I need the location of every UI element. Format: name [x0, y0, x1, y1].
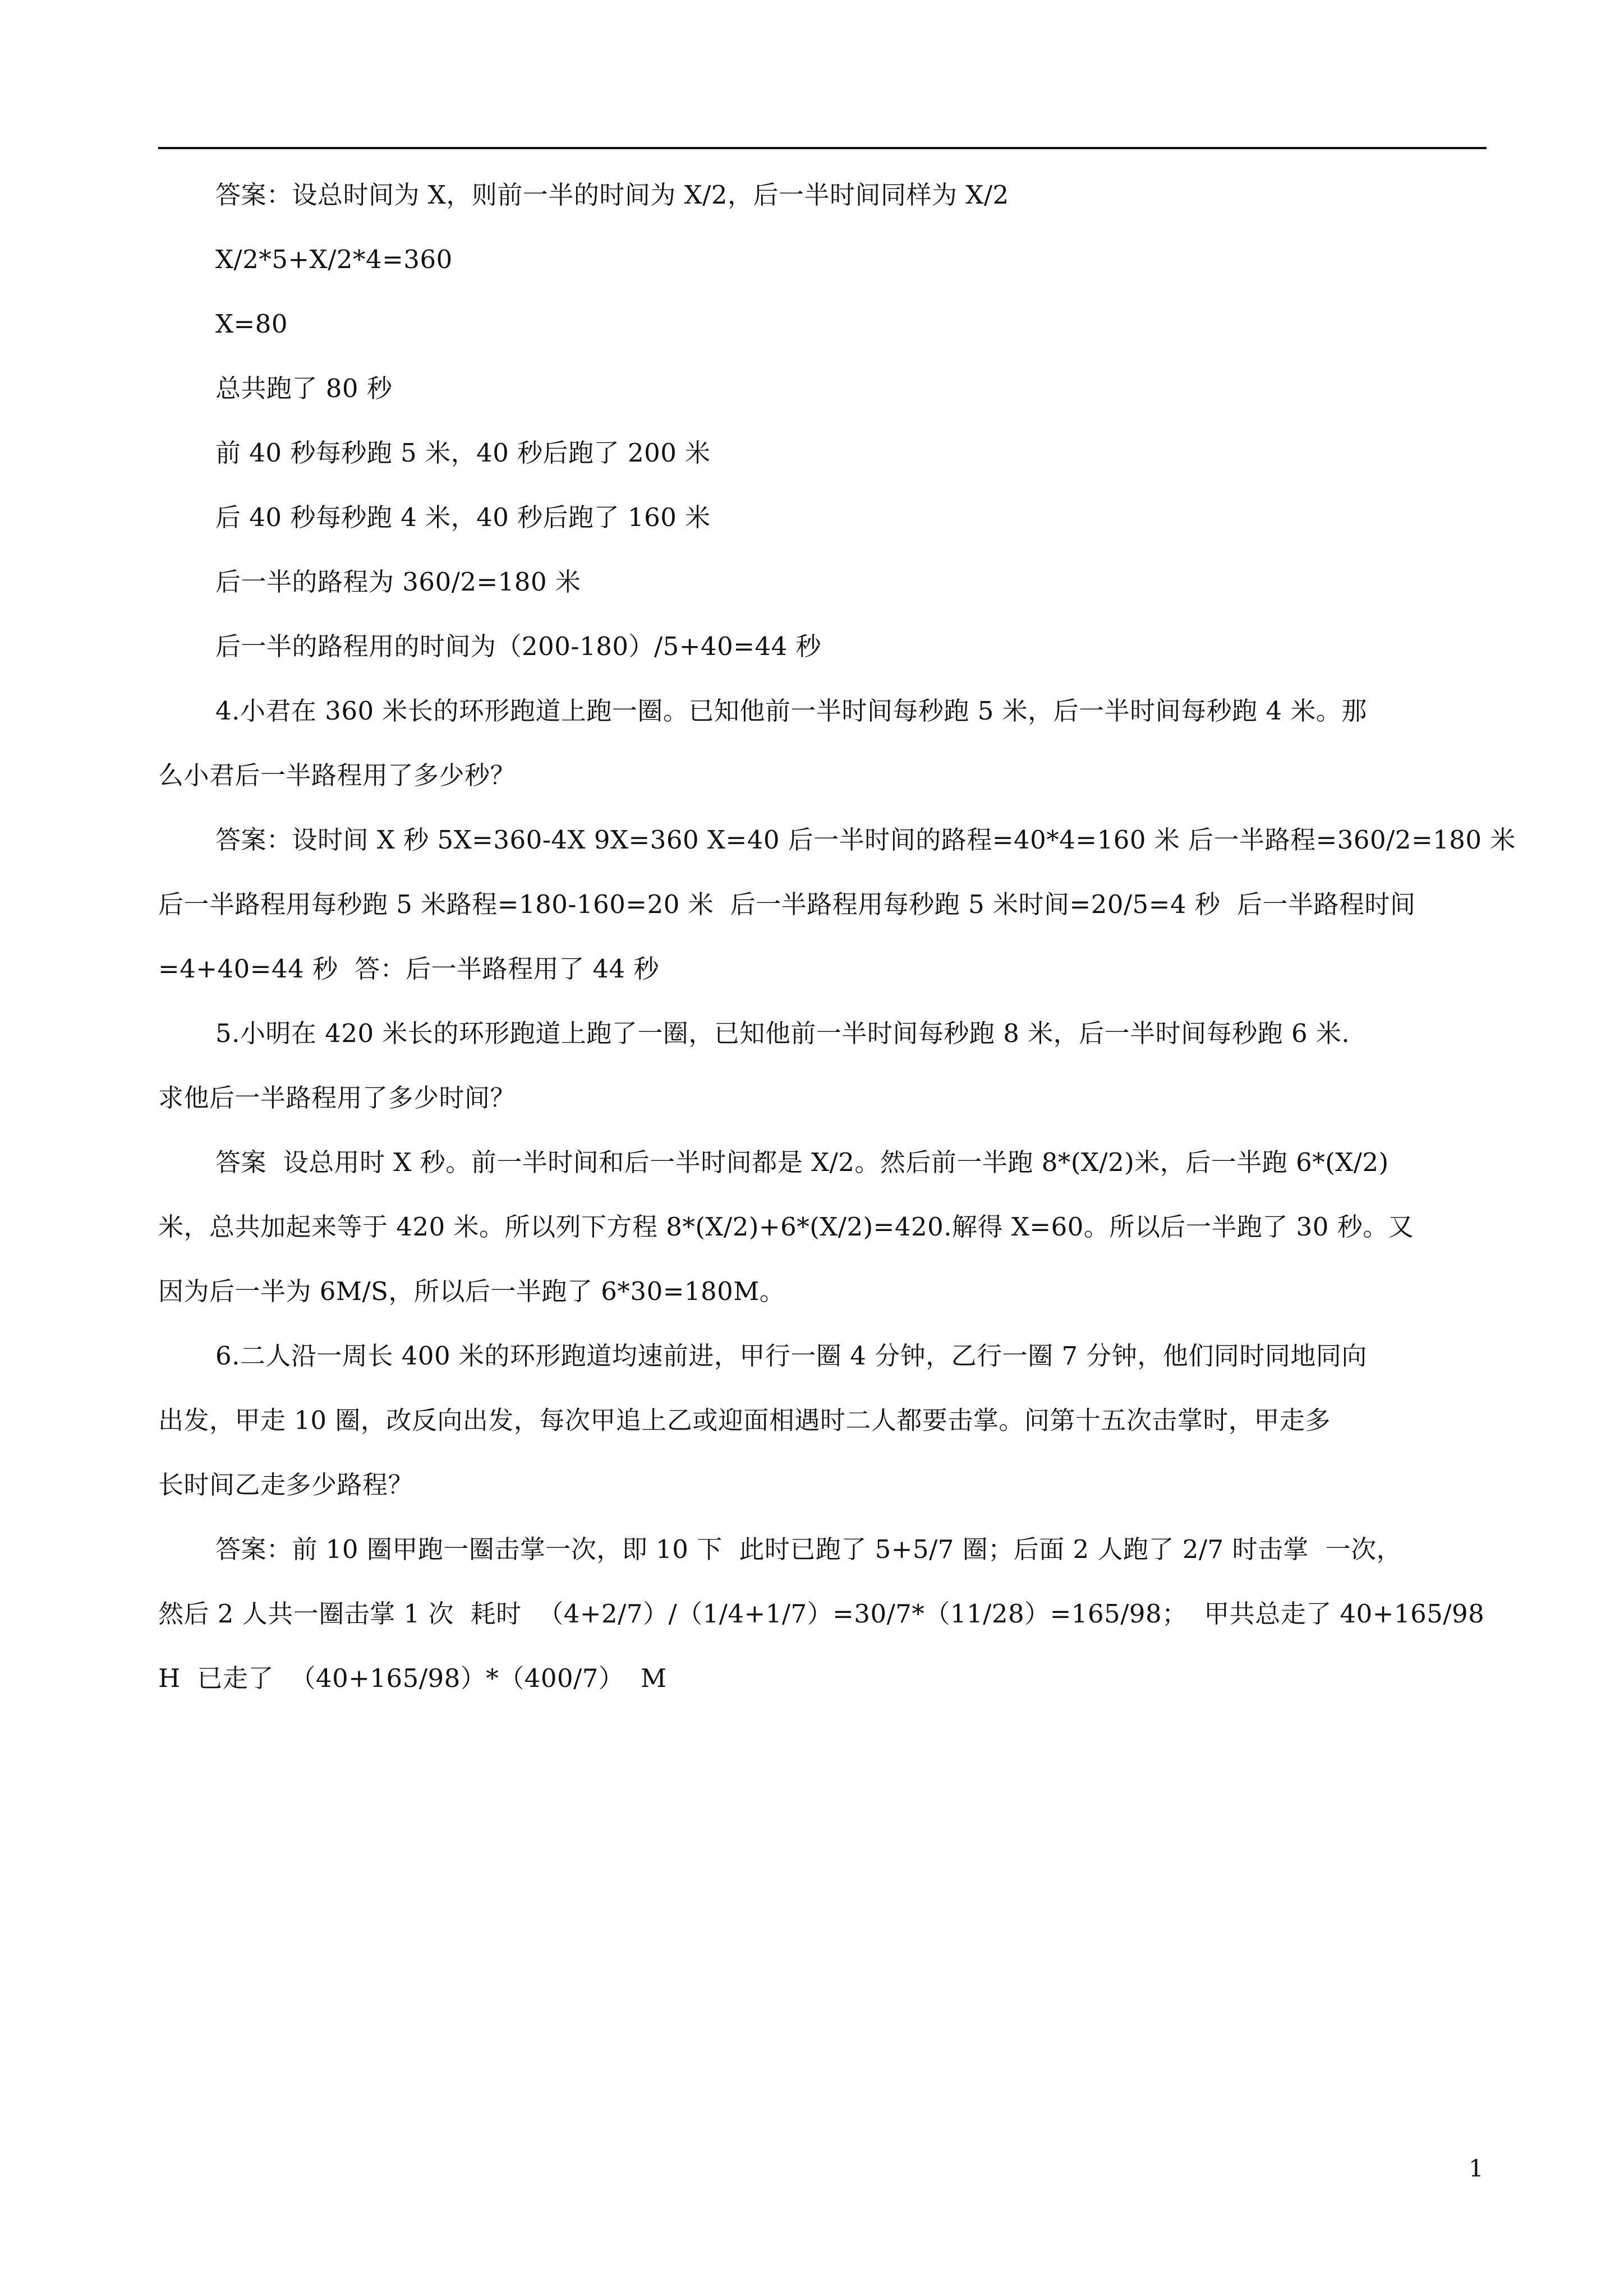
text-line: 总共跑了 80 秒: [215, 374, 393, 403]
question-6-line: 长时间乙走多少路程？: [158, 1470, 414, 1500]
header-rule: [158, 147, 1487, 149]
question-4-line: 么小君后一半路程用了多少秒？: [158, 760, 516, 790]
text-line: 后一半的路程为 360/2=180 米: [215, 567, 581, 597]
answer-4-line: =4+40=44 秒 答：后一半路程用了 44 秒: [158, 954, 660, 984]
answer-6-line: H 已走了 （40+165/98）*（400/7） M: [158, 1663, 667, 1693]
text-line: 后一半的路程用的时间为（200-180）/5+40=44 秒: [215, 631, 822, 661]
answer-6-line: 答案：前 10 圈甲跑一圈击掌一次，即 10 下 此时已跑了 5+5/7 圈；后面 2 人跑了 2/7 时击掌 一次，: [215, 1534, 1402, 1564]
question-5-line: 5.小明在 420 米长的环形跑道上跑了一圈，已知他前一半时间每秒跑 8 米，后一半时间每秒跑 6 米.: [215, 1018, 1350, 1048]
equation-line: X=80: [215, 309, 288, 339]
answer-4-line: 后一半路程用每秒跑 5 米路程=180-160=20 米 后一半路程用每秒跑 5 米时间=20/5=4 秒 后一半路程时间: [158, 889, 1416, 919]
question-6-line: 6.二人沿一周长 400 米的环形跑道均速前进，甲行一圈 4 分钟，乙行一圈 7 分钟，他们同时同地同向: [215, 1341, 1367, 1371]
text-line: 后 40 秒每秒跑 4 米，40 秒后跑了 160 米: [215, 502, 711, 532]
question-4-line: 4.小君在 360 米长的环形跑道上跑一圈。已知他前一半时间每秒跑 5 米，后一半时间每秒跑 4 米。那: [215, 696, 1367, 726]
question-5-line: 求他后一半路程用了多少时间？: [158, 1083, 516, 1113]
document-body: [158, 163, 1516, 1711]
question-6-line: 出发，甲走 10 圈，改反向出发，每次甲追上乙或迎面相遇时二人都要击掌。问第十五次击掌时，甲走多: [158, 1405, 1331, 1435]
page-number: 1: [1469, 2155, 1484, 2182]
equation-line: X/2*5+X/2*4=360: [215, 245, 453, 274]
answer-6-line: 然后 2 人共一圈击掌 1 次 耗时 （4+2/7）/（1/4+1/7）=30/7*（11/28）=165/98； 甲共总走了 40+165/98: [158, 1599, 1485, 1629]
answer-5-line: 米，总共加起来等于 420 米。所以列下方程 8*(X/2)+6*(X/2)=420.解得 X=60。所以后一半跑了 30 秒。又: [158, 1212, 1414, 1242]
answer-line: 答案：设总时间为 X，则前一半的时间为 X/2，后一半时间同样为 X/2: [215, 180, 1009, 210]
answer-5-line: 答案 设总用时 X 秒。前一半时间和后一半时间都是 X/2。然后前一半跑 8*(X/2)米，后一半跑 6*(X/2): [215, 1147, 1389, 1177]
text-line: 前 40 秒每秒跑 5 米，40 秒后跑了 200 米: [215, 438, 711, 468]
answer-5-line: 因为后一半为 6M/S，所以后一半跑了 6*30=180M。: [158, 1276, 785, 1306]
answer-4-line: 答案：设时间 X 秒 5X=360-4X 9X=360 X=40 后一半时间的路程=40*4=160 米 后一半路程=360/2=180 米: [215, 825, 1516, 855]
